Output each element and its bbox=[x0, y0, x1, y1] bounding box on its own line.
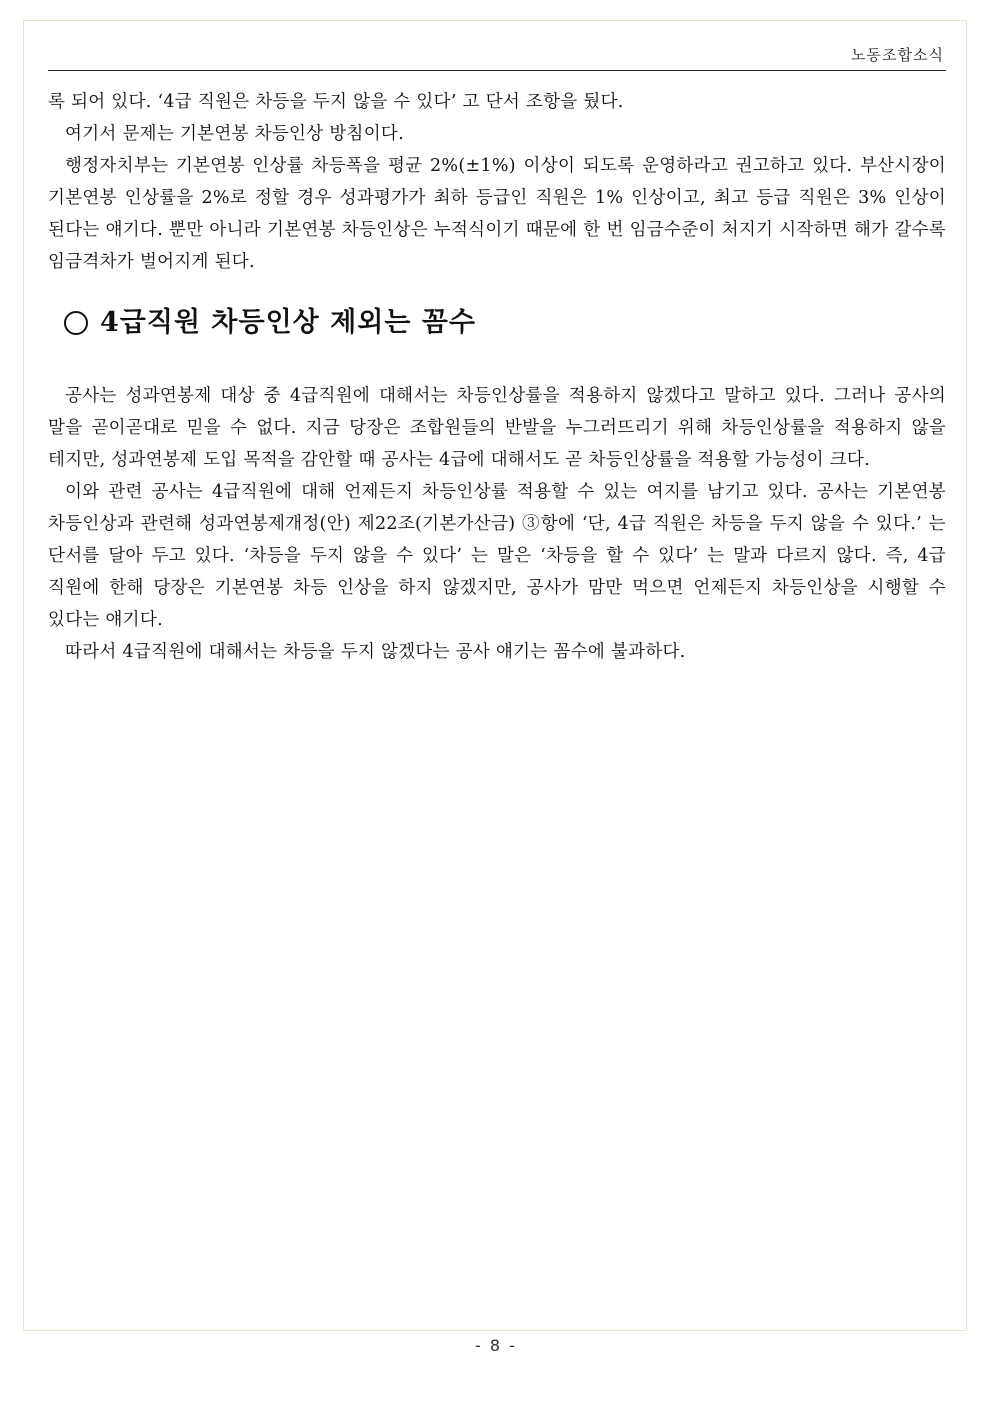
section-heading-text: 4급직원 차등인상 제외는 꼼수 bbox=[100, 307, 476, 338]
paragraph: 공사는 성과연봉제 대상 중 4급직원에 대해서는 차등인상률을 적용하지 않겠다고 말하고 있다. 그러나 공사의 말을 곧이곧대로 믿을 수 없다. 지금 당장은 조합원들의 반발을 누그러뜨리기 위해 차등인상률을 적용하지 않을 테지만, 성과연봉제 도입 목적을 감안할 때 공사는 4급에 대해서도 곧 차등인상률을 적용할 가능성이 크다. bbox=[48, 386, 946, 470]
paragraph: 행정자치부는 기본연봉 인상률 차등폭을 평균 2%(±1%) 이상이 되도록 운영하라고 권고하고 있다. 부산시장이 기본연봉 인상률을 2%로 정할 경우 성과평가가 최하 등급인 직원은 1% 인상이고, 최고 등급 직원은 3% 인상이 된다는 얘기다. 뿐만 아니라 기본연봉 차등인상은 누적식이기 때문에 한 번 임금수준이 처지기 시작하면 해가 갈수록 임금격차가 벌어지게 된다. bbox=[48, 156, 946, 272]
running-header: 노동조합소식 bbox=[851, 46, 944, 64]
header-rule bbox=[48, 70, 946, 71]
paragraph: 여기서 문제는 기본연봉 차등인상 방침이다. bbox=[65, 124, 405, 144]
page-number: - 8 - bbox=[475, 1336, 517, 1355]
paragraph: 따라서 4급직원에 대해서는 차등을 두지 않겠다는 공사 얘기는 꼼수에 불과하다. bbox=[65, 642, 686, 662]
circle-bullet-icon bbox=[64, 311, 88, 335]
section-heading bbox=[64, 302, 946, 344]
paragraph-continued: 록 되어 있다. ‘4급 직원은 차등을 두지 않을 수 있다’ 고 단서 조항을 뒀다. bbox=[48, 92, 624, 112]
document-body bbox=[48, 86, 946, 668]
paragraph: 이와 관련 공사는 4급직원에 대해 언제든지 차등인상률 적용할 수 있는 여지를 남기고 있다. 공사는 기본연봉 차등인상과 관련해 성과연봉제개정(안) 제22조(기본가산금) ③항에 ‘단, 4급 직원은 차등을 두지 않을 수 있다.’ 는 단서를 달아 두고 있다. ‘차등을 두지 않을 수 있다’ 는 말은 ‘차등을 할 수 있다’ 는 말과 다르지 않다. 즉, 4급 직원에 한해 당장은 기본연봉 차등 인상을 하지 않겠지만, 공사가 맘만 먹으면 언제든지 차등인상을 시행할 수 있다는 얘기다. bbox=[48, 482, 946, 630]
